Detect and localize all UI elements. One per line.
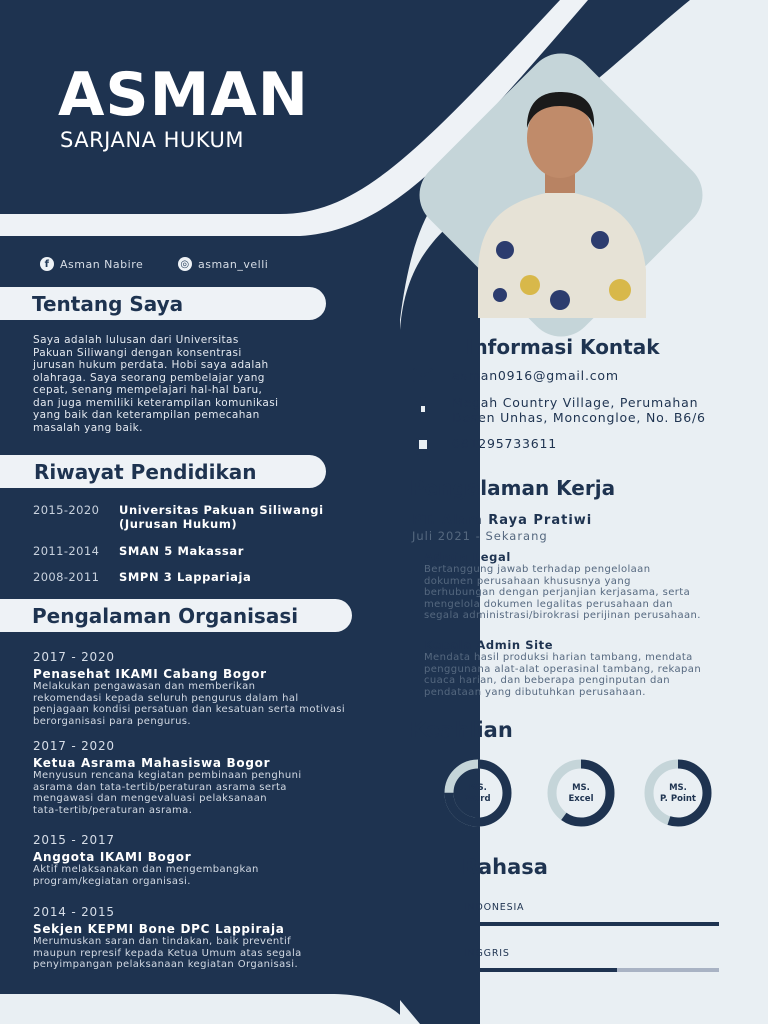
skill-word-label2: Word: [465, 794, 491, 804]
person-name: ASMAN: [58, 60, 310, 130]
organization-item: 2017 - 2020 Penasehat IKAMI Cabang Bogor Melakukan pengawasan dan memberikan rekomendasi kepada seluruh pengurus dalam hal penjagaan kondisi persatuan dan kesatuan serta motivasi berorganisasi para pengurus.: [33, 650, 346, 727]
education-item: 2015-2020 Universitas Pakuan Siliwangi (Jurusan Hukum): [33, 503, 324, 531]
about-text: Saya adalah lulusan dari Universitas Pakuan Siliwangi dengan konsentrasi jurusan hukum perdata. Hobi saya adalah olahraga. Saya seorang pembelajar yang cepat, senang mempelajari hal-hal baru, dan juga memiliki keterampilan komunikasi yang baik dan keterampilan pemecahan masalah yang baik.: [33, 334, 279, 434]
organization-item: 2017 - 2020 Ketua Asrama Mahasiswa Bogor Menyusun rencana kegiatan pembinaan penghuni asrama dan tata-tertib/peraturan asrama serta mengawasi dan mengevaluasi pelaksanaan tata-tertib/peraturan asrama.: [33, 739, 302, 816]
organization-heading: Pengalaman Organisasi: [0, 599, 352, 632]
work-company: PT. Alam Raya Pratiwi: [412, 513, 593, 528]
contact-phone[interactable]: 081295733611: [412, 436, 557, 454]
social-instagram[interactable]: [178, 257, 268, 271]
languages-heading: Bahasa: [462, 855, 548, 879]
contact-heading: Informasi Kontak: [466, 335, 660, 359]
language-track-indonesia: [463, 922, 719, 926]
phone-icon: [412, 436, 434, 454]
about-heading: Tentang Saya: [0, 287, 326, 320]
skill-excel-ring: [546, 758, 616, 828]
work-period: Juli 2021 - Sekarang: [412, 529, 548, 543]
work-role: Kepala Admin Site Mendata hasil produksi harian tambang, mendata penggunana alat-alat operasinal tambang, rekapan cuaca harian, dan beberapa penginputan dan pendataan yang dibutuhkan perusahaan.: [424, 638, 702, 698]
skill-excel-label1: MS.: [572, 783, 590, 793]
person-title: SARJANA HUKUM: [60, 128, 244, 152]
language-track-inggris: [463, 968, 719, 972]
skill-excel-label2: Excel: [568, 794, 594, 804]
organization-item: 2015 - 2017 Anggota IKAMI Bogor Aktif melaksanakan dan mengembangkan program/kegiatan organisasi.: [33, 833, 259, 887]
home-icon: [412, 395, 434, 413]
contact-address: Megah Country Village, Perumahan Dosen Unhas, Moncongloe, No. B6/6: [412, 395, 706, 425]
language-bar-indonesia: [463, 922, 719, 926]
work-heading: Pengalaman Kerja: [410, 476, 616, 500]
skill-word-label1: MS.: [469, 783, 487, 793]
skill-powerpoint-label1: MS.: [669, 783, 687, 793]
language-bar-inggris: [463, 968, 617, 972]
education-item: 2008-2011 SMPN 3 Lappariaja: [33, 570, 252, 584]
social-facebook[interactable]: [40, 257, 143, 271]
skill-powerpoint-label2: P. Point: [660, 794, 696, 804]
mail-icon: [412, 368, 434, 386]
skill-word-ring: [443, 758, 513, 828]
facebook-label: Asman Nabire: [60, 257, 144, 271]
education-item: 2011-2014 SMAN 5 Makassar: [33, 544, 244, 558]
language-label-inggris: INGGRIS: [464, 948, 510, 959]
education-heading: Riwayat Pendidikan: [0, 455, 326, 488]
contact-email[interactable]: asman0916@gmail.com: [412, 368, 619, 386]
instagram-icon: ◎: [178, 257, 192, 271]
skills-heading: Keahlian: [410, 718, 513, 742]
facebook-icon: f: [40, 257, 54, 271]
language-label-indonesia: INDONESIA: [464, 902, 525, 913]
skill-powerpoint-ring: [643, 758, 713, 828]
organization-item: 2014 - 2015 Sekjen KEPMI Bone DPC Lappiraja Merumuskan saran dan tindakan, baik preventif maupun represif kepada Ketua Umum atas segala penyimpangan pelaksanaan kegiatan Organisasi.: [33, 905, 302, 970]
instagram-label: asman_velli: [198, 257, 269, 271]
work-role: Admin Legal Bertanggung jawab terhadap pengelolaan dokumen perusahaan khususnya yang berhubungan dengan perjanjian kerjasama, serta mengelola dokumen legalitas perusahaan dan segala administrasi/birokrasi perijinan perusahaan.: [424, 550, 701, 621]
